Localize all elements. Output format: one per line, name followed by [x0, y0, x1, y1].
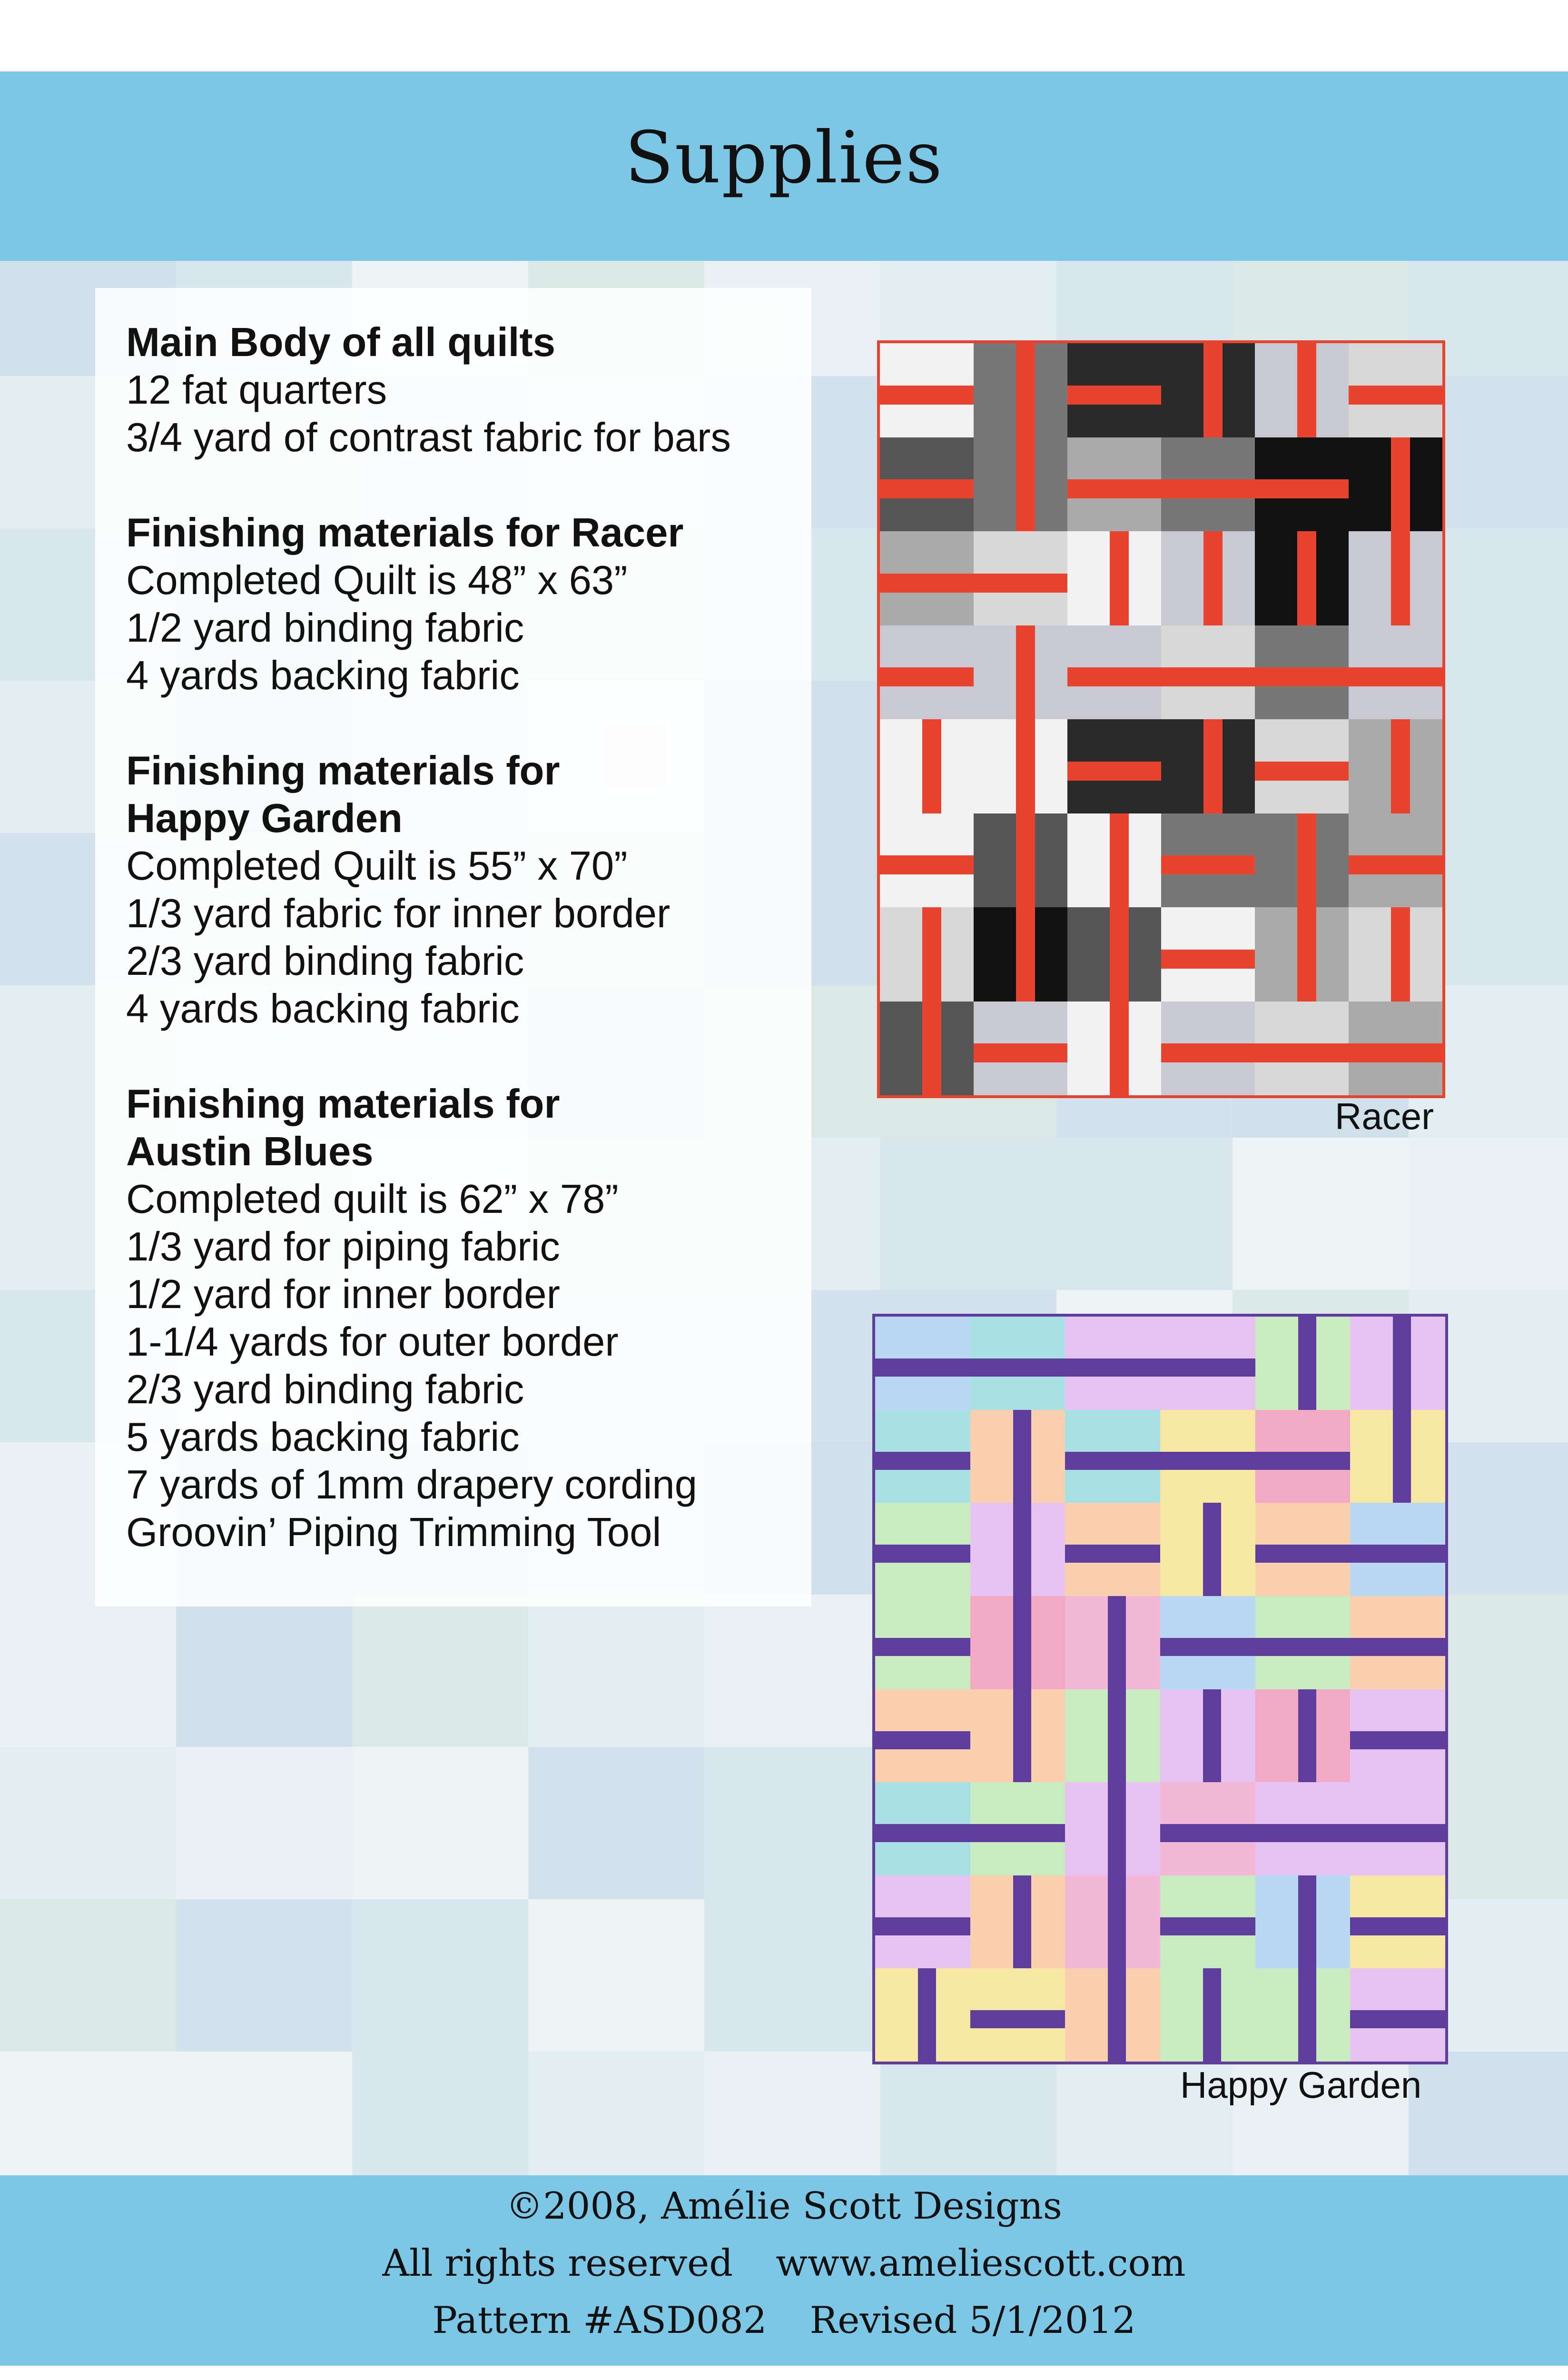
footer-copyright: ©2008, Amélie Scott Designs	[506, 2185, 1062, 2228]
contrast-bar	[1297, 813, 1316, 908]
contrast-bar	[875, 1638, 970, 1656]
contrast-bar	[1203, 719, 1223, 813]
contrast-bar	[970, 1824, 1065, 1842]
racer-caption: Racer	[1335, 1095, 1434, 1137]
contrast-bar	[1391, 531, 1410, 625]
background-patch	[1056, 1138, 1233, 1290]
contrast-bar	[880, 386, 974, 405]
contrast-bar	[1016, 625, 1035, 720]
supply-line: 2/3 yard binding fabric	[126, 939, 524, 984]
contrast-bar	[1255, 1824, 1351, 1842]
background-patch	[176, 1899, 352, 2052]
contrast-bar	[1065, 1545, 1160, 1563]
supply-line: 7 yards of 1mm drapery cording	[126, 1462, 697, 1507]
background-patch	[1233, 1138, 1409, 1290]
contrast-bar	[1016, 719, 1035, 813]
section-heading: Finishing materials for Happy Garden	[126, 748, 560, 841]
contrast-bar	[1255, 1545, 1351, 1563]
contrast-bar	[875, 1917, 970, 1935]
supply-line: Groovin’ Piping Trimming Tool	[126, 1510, 661, 1555]
contrast-bar	[922, 1002, 941, 1096]
background-patch	[528, 1747, 704, 1899]
supply-line: 1/2 yard for inner border	[126, 1272, 560, 1317]
contrast-bar	[1298, 1689, 1316, 1783]
section-heading: Finishing materials for Racer	[126, 510, 684, 555]
contrast-bar	[1067, 386, 1161, 405]
contrast-bar	[1067, 479, 1161, 498]
happy-garden-quilt-photo	[872, 1314, 1448, 2064]
contrast-bar	[1016, 343, 1035, 437]
background-patch	[0, 1899, 176, 2052]
supply-line: 5 yards backing fabric	[126, 1415, 520, 1460]
happy-garden-caption: Happy Garden	[1180, 2064, 1422, 2106]
contrast-bar	[1013, 1410, 1031, 1503]
contrast-bar	[1349, 667, 1442, 686]
page-title: Supplies	[624, 117, 944, 199]
contrast-bar	[1160, 1917, 1255, 1935]
contrast-bar	[875, 1359, 970, 1377]
contrast-bar	[1067, 667, 1161, 686]
background-patch	[704, 1595, 880, 1747]
supply-line: 1-1/4 yards for outer border	[126, 1319, 619, 1365]
contrast-bar	[1203, 531, 1223, 625]
contrast-bar	[1016, 813, 1035, 908]
contrast-bar	[922, 907, 941, 1002]
background-patch	[352, 1595, 528, 1747]
contrast-bar	[1350, 2010, 1445, 2028]
background-patch	[880, 1138, 1056, 1290]
contrast-bar	[1255, 667, 1349, 686]
contrast-bar	[970, 2010, 1065, 2028]
section-racer	[126, 509, 792, 700]
contrast-bar	[1393, 1410, 1411, 1503]
contrast-bar	[1065, 1452, 1160, 1470]
contrast-bar	[918, 1968, 936, 2062]
background-patch	[352, 1899, 528, 2052]
contrast-bar	[1160, 1824, 1255, 1842]
footer-pattern-line	[0, 2299, 1568, 2342]
section-heading: Finishing materials for Austin Blues	[126, 1081, 560, 1174]
contrast-bar	[880, 855, 974, 874]
background-patch	[880, 2052, 1056, 2175]
supply-line: 2/3 yard binding fabric	[126, 1367, 524, 1412]
racer-quilt-photo	[877, 340, 1445, 1098]
contrast-bar	[1349, 1043, 1442, 1062]
supply-line: Completed quilt is 62” x 78”	[126, 1177, 619, 1222]
supply-line: 1/3 yard fabric for inner border	[126, 891, 671, 936]
contrast-bar	[1349, 855, 1442, 874]
footer-banner	[0, 2175, 1568, 2366]
contrast-bar	[1013, 1596, 1031, 1689]
contrast-bar	[1160, 1359, 1255, 1377]
supply-line: 12 fat quarters	[126, 367, 387, 413]
section-happy-garden	[126, 747, 792, 1033]
contrast-bar	[1298, 1317, 1316, 1410]
background-patch	[1409, 2052, 1568, 2175]
contrast-bar	[1350, 1731, 1445, 1749]
contrast-bar	[1393, 1317, 1411, 1410]
contrast-bar	[1255, 1638, 1351, 1656]
contrast-bar	[1161, 479, 1255, 498]
background-patch	[352, 2052, 528, 2175]
contrast-bar	[1108, 1596, 1126, 1689]
contrast-bar	[922, 719, 941, 813]
contrast-bar	[1255, 1043, 1349, 1062]
background-patch	[1409, 1138, 1568, 1290]
contrast-bar	[1067, 762, 1161, 781]
background-patch	[0, 1595, 176, 1747]
background-patch	[352, 1747, 528, 1899]
supplies-panel	[95, 288, 811, 1606]
contrast-bar	[1297, 907, 1316, 1002]
header-banner	[0, 71, 1568, 261]
background-patch	[176, 1747, 352, 1899]
contrast-bar	[1110, 1002, 1129, 1096]
footer-rights: All rights reserved	[382, 2242, 733, 2285]
contrast-bar	[1255, 479, 1349, 498]
contrast-bar	[1161, 950, 1255, 969]
contrast-bar	[1350, 1545, 1445, 1563]
supply-line: Completed Quilt is 48” x 63”	[126, 558, 628, 603]
footer-website[interactable]: www.ameliescott.com	[776, 2242, 1186, 2285]
contrast-bar	[1391, 437, 1410, 532]
contrast-bar	[1203, 1968, 1221, 2062]
contrast-bar	[1203, 1503, 1221, 1596]
supply-line: 4 yards backing fabric	[126, 986, 520, 1031]
footer-pattern: Pattern #ASD082	[432, 2299, 767, 2342]
contrast-bar	[1203, 1689, 1221, 1783]
supply-line: 1/3 yard for piping fabric	[126, 1224, 560, 1269]
contrast-bar	[875, 1545, 970, 1563]
background-patch	[0, 2052, 176, 2175]
contrast-bar	[970, 1359, 1065, 1377]
contrast-bar	[1298, 1875, 1316, 1969]
footer-revised: Revised 5/1/2012	[809, 2299, 1136, 2342]
contrast-bar	[1065, 1359, 1160, 1377]
contrast-bar	[1161, 1043, 1255, 1062]
contrast-bar	[1298, 1968, 1316, 2062]
contrast-bar	[1108, 1968, 1126, 2062]
supply-line: 3/4 yard of contrast fabric for bars	[126, 415, 731, 460]
contrast-bar	[1391, 719, 1410, 813]
background-patch	[704, 1899, 880, 2052]
background-patch	[528, 1595, 704, 1747]
contrast-bar	[1350, 1824, 1445, 1842]
contrast-bar	[1349, 386, 1442, 405]
contrast-bar	[1013, 1875, 1031, 1969]
contrast-bar	[1016, 907, 1035, 1002]
contrast-bar	[875, 1452, 970, 1470]
supply-line: Completed Quilt is 55” x 70”	[126, 843, 628, 889]
section-heading: Main Body of all quilts	[126, 320, 555, 365]
background-patch	[0, 1747, 176, 1899]
contrast-bar	[1161, 855, 1255, 874]
contrast-bar	[880, 667, 974, 686]
contrast-bar	[1110, 531, 1129, 625]
contrast-bar	[875, 1824, 970, 1842]
contrast-bar	[974, 1043, 1067, 1062]
contrast-bar	[1160, 1452, 1255, 1470]
contrast-bar	[974, 574, 1067, 593]
contrast-bar	[1255, 762, 1349, 781]
background-patch	[176, 1595, 352, 1747]
contrast-bar	[880, 574, 974, 593]
contrast-bar	[1350, 1917, 1445, 1935]
contrast-bar	[875, 1731, 970, 1749]
contrast-bar	[1255, 1452, 1351, 1470]
supplies-list	[126, 319, 792, 1604]
section-austin-blues	[126, 1081, 792, 1557]
contrast-bar	[880, 479, 974, 498]
background-patch	[704, 1747, 880, 1899]
section-main-body	[126, 319, 792, 462]
contrast-bar	[1297, 531, 1316, 625]
contrast-bar	[1110, 907, 1129, 1002]
contrast-bar	[1013, 1689, 1031, 1783]
contrast-bar	[1108, 1782, 1126, 1875]
background-patch	[176, 2052, 352, 2175]
footer-rights-line	[0, 2242, 1568, 2285]
background-patch	[528, 1899, 704, 2052]
supply-line: 4 yards backing fabric	[126, 653, 520, 698]
background-patch	[704, 2052, 880, 2175]
supply-line: 1/2 yard binding fabric	[126, 605, 524, 651]
contrast-bar	[1391, 907, 1410, 1002]
contrast-bar	[1013, 1503, 1031, 1596]
contrast-bar	[1108, 1689, 1126, 1783]
background-patch	[528, 2052, 704, 2175]
contrast-bar	[1203, 343, 1223, 437]
contrast-bar	[1160, 1638, 1255, 1656]
contrast-bar	[1110, 813, 1129, 908]
contrast-bar	[1016, 437, 1035, 532]
contrast-bar	[1350, 1638, 1445, 1656]
contrast-bar	[1161, 667, 1255, 686]
contrast-bar	[1108, 1875, 1126, 1969]
contrast-bar	[1297, 343, 1316, 437]
